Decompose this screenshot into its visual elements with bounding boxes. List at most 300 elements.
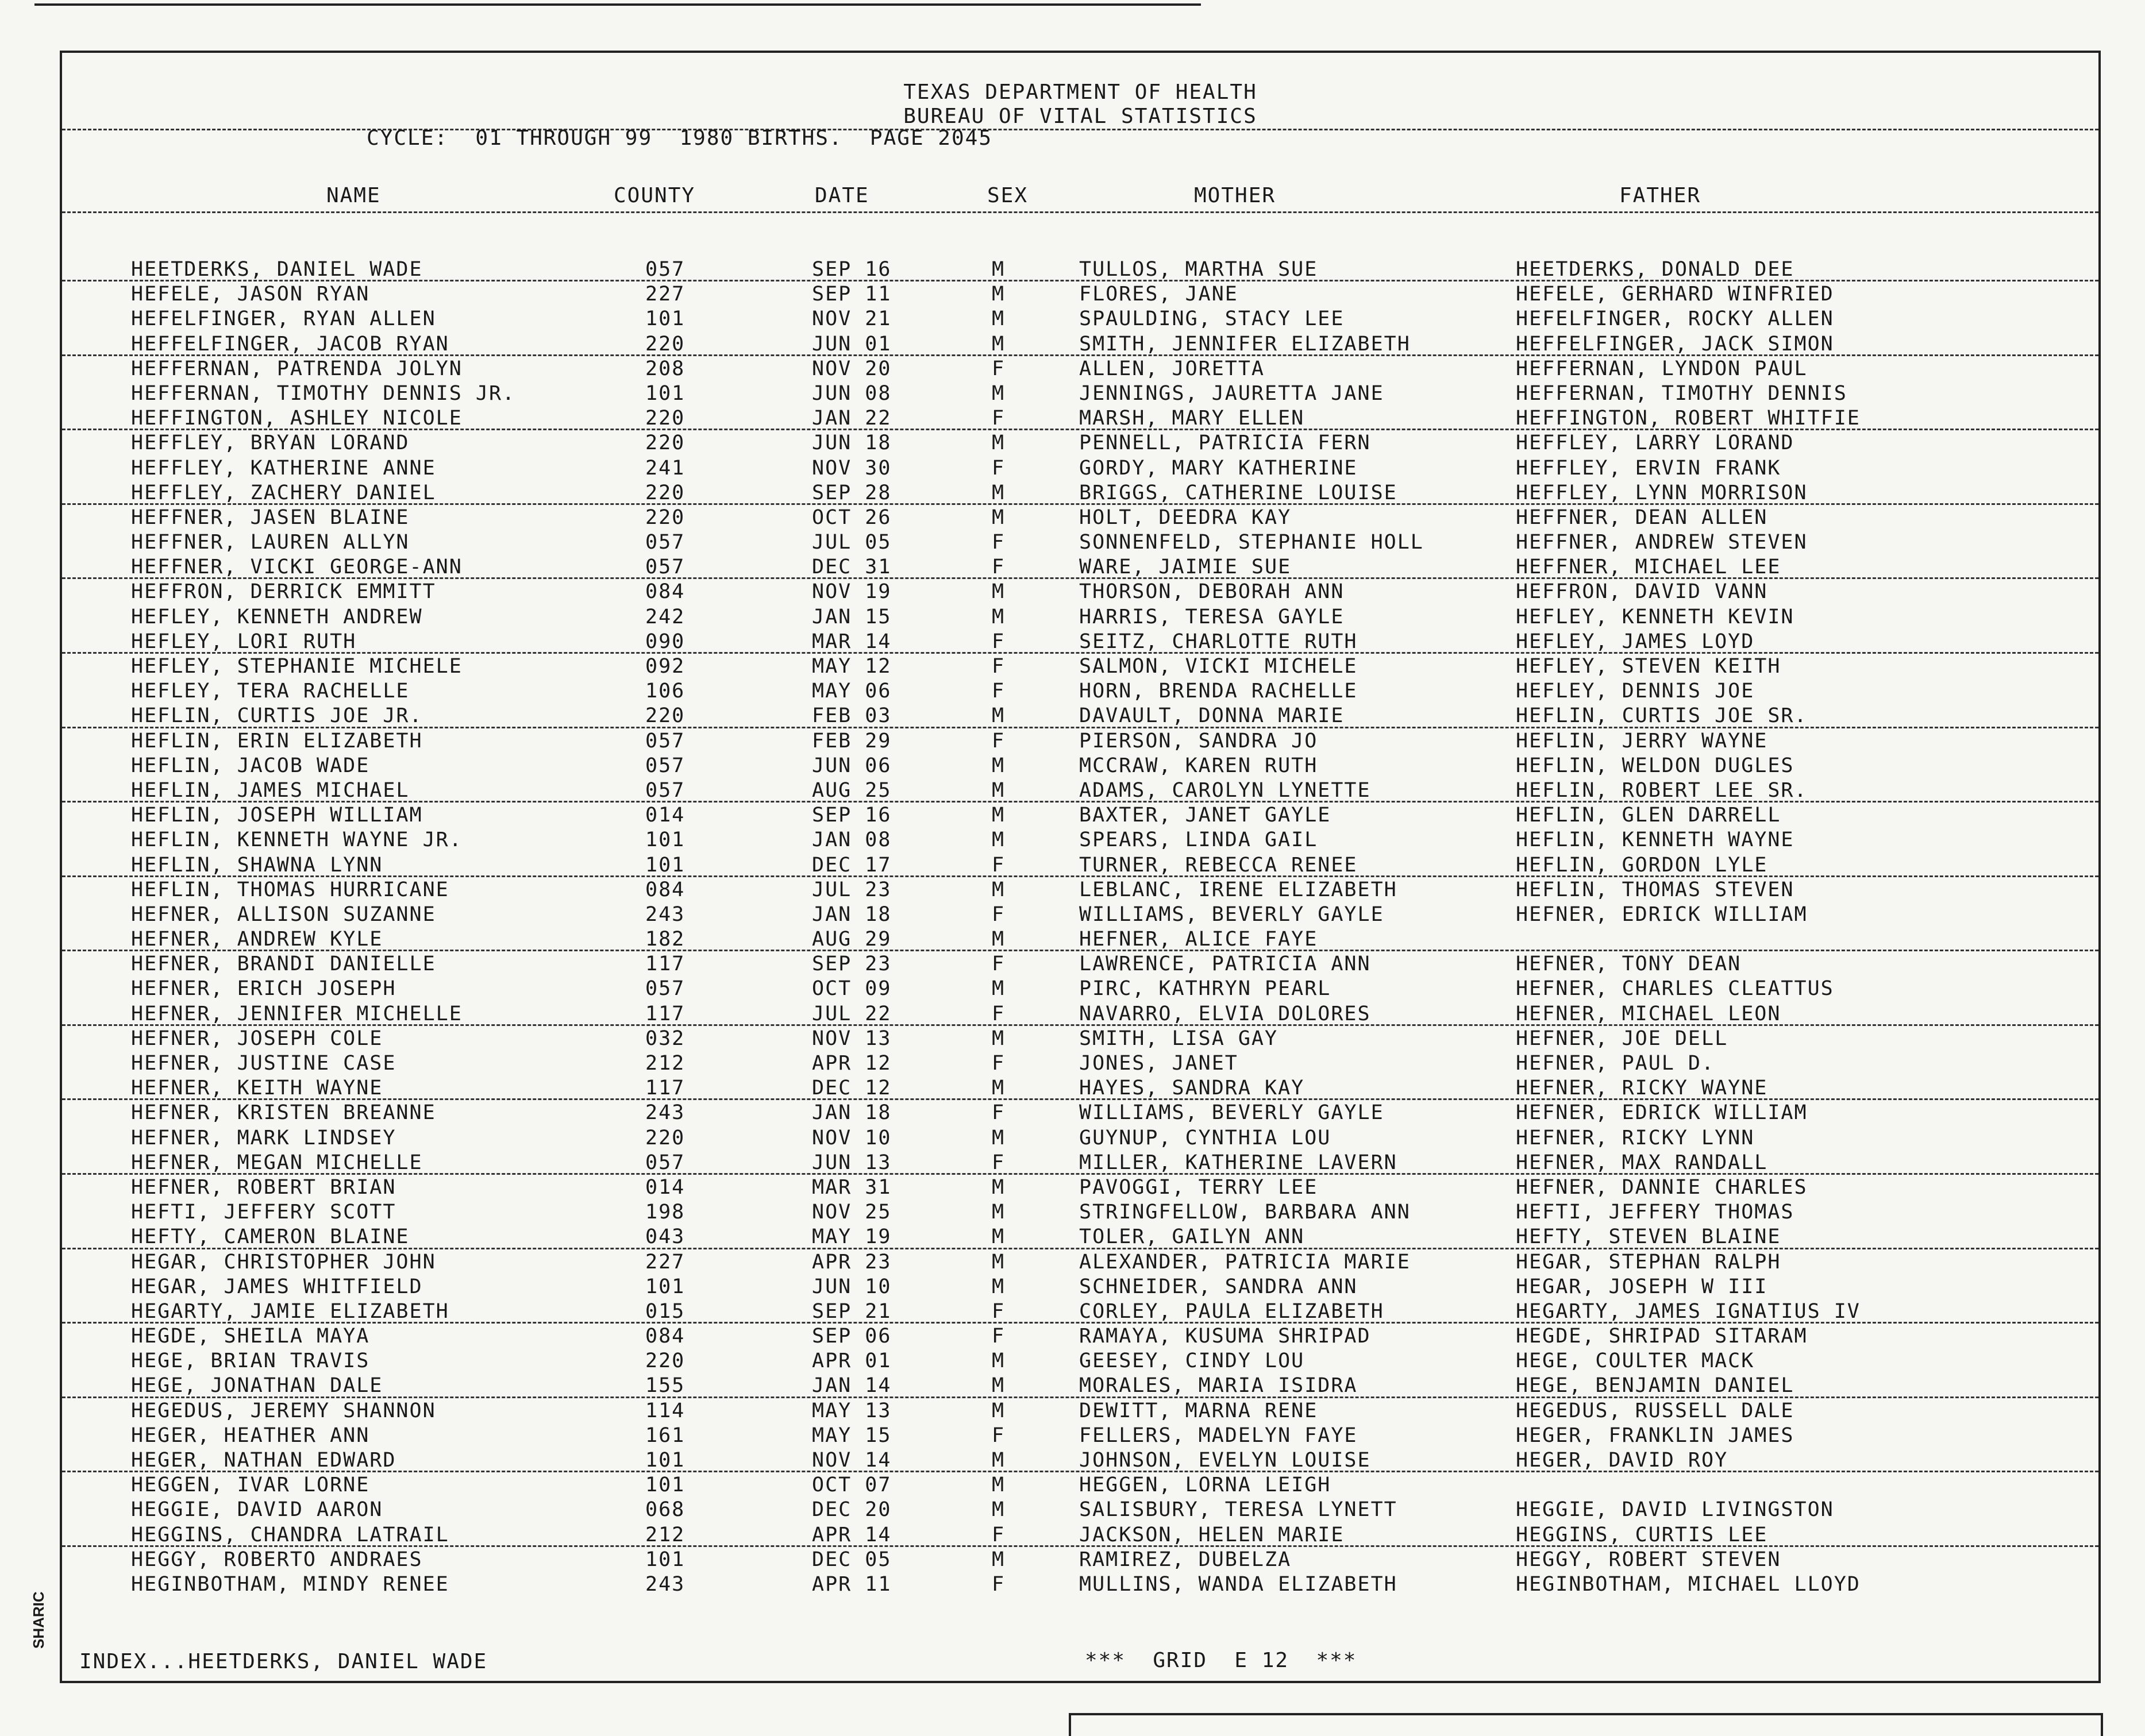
cell-name: HEFELE, JASON RYAN <box>131 283 370 306</box>
cell-date: AUG 25 <box>812 778 892 802</box>
table-row <box>62 530 2098 554</box>
cell-date: NOV 14 <box>812 1449 892 1472</box>
cell-father: HEFELFINGER, ROCKY ALLEN <box>1516 307 1834 331</box>
cell-date: DEC 31 <box>812 555 892 579</box>
cell-mother: STRINGFELLOW, BARBARA ANN <box>1079 1201 1411 1224</box>
cell-mother: SALISBURY, TERESA LYNETT <box>1079 1498 1397 1522</box>
cell-date: NOV 19 <box>812 580 892 604</box>
cell-name: HEFNER, KRISTEN BREANNE <box>131 1101 436 1125</box>
cell-name: HEFFLEY, BRYAN LORAND <box>131 431 410 455</box>
cell-sex: M <box>992 1374 1006 1398</box>
table-row <box>62 579 2098 604</box>
table-row <box>62 356 2098 381</box>
agency-title: TEXAS DEPARTMENT OF HEALTH <box>903 80 1257 104</box>
cell-mother: BRIGGS, CATHERINE LOUISE <box>1079 481 1397 504</box>
cell-sex: F <box>992 952 1006 976</box>
table-row <box>62 927 2098 951</box>
grid-footer: *** GRID E 12 *** <box>1085 1649 1357 1672</box>
cell-date: APR 23 <box>812 1250 892 1274</box>
cell-father: HEGER, DAVID ROY <box>1516 1449 1728 1472</box>
cell-date: SEP 21 <box>812 1299 892 1323</box>
cell-county: 101 <box>645 853 686 877</box>
cell-date: AUG 29 <box>812 928 892 951</box>
cell-county: 220 <box>645 1349 686 1373</box>
cell-date: JUN 13 <box>812 1151 892 1174</box>
cell-name: HEGE, JONATHAN DALE <box>131 1374 383 1398</box>
table-row <box>62 1026 2098 1051</box>
table-row <box>62 1125 2098 1150</box>
cell-mother: WARE, JAIMIE SUE <box>1079 555 1292 579</box>
cell-father: HEFNER, PAUL D. <box>1516 1052 1715 1075</box>
cell-county: 198 <box>645 1201 686 1224</box>
cell-mother: JONES, JANET <box>1079 1052 1238 1075</box>
cell-name: HEFNER, ANDREW KYLE <box>131 928 383 951</box>
table-row <box>62 1547 2098 1572</box>
cell-sex: F <box>992 407 1006 430</box>
column-header-mother: MOTHER <box>1194 184 1276 207</box>
cell-father: HEGE, BENJAMIN DANIEL <box>1516 1374 1794 1398</box>
cell-sex: M <box>992 977 1006 1001</box>
cell-name: HEFNER, JENNIFER MICHELLE <box>131 1002 463 1025</box>
cell-county: 242 <box>645 605 686 628</box>
cell-name: HEFFELFINGER, JACOB RYAN <box>131 332 449 356</box>
cell-county: 014 <box>645 1175 686 1199</box>
cell-sex: M <box>992 1399 1006 1422</box>
cell-name: HEFLEY, LORI RUTH <box>131 630 357 653</box>
cell-father: HEFNER, JOE DELL <box>1516 1027 1728 1050</box>
cell-date: NOV 30 <box>812 456 892 480</box>
table-row <box>62 456 2098 480</box>
cell-name: HEFLEY, TERA RACHELLE <box>131 680 410 703</box>
cell-sex: F <box>992 531 1006 554</box>
column-header-date: DATE <box>815 184 869 207</box>
cell-sex: F <box>992 655 1006 678</box>
cell-date: JUN 08 <box>812 381 892 405</box>
cell-sex: M <box>992 580 1006 604</box>
cell-name: HEFLIN, JACOB WADE <box>131 754 370 777</box>
cell-mother: SPAULDING, STACY LEE <box>1079 307 1345 331</box>
bottom-edge-box <box>1069 1713 2103 1736</box>
cell-name: HEFNER, MEGAN MICHELLE <box>131 1151 423 1174</box>
cell-county: 227 <box>645 1250 686 1274</box>
cell-date: MAY 06 <box>812 680 892 703</box>
cell-county: 057 <box>645 977 686 1001</box>
table-row <box>62 1572 2098 1596</box>
cell-father: HEFFNER, DEAN ALLEN <box>1516 506 1768 529</box>
cell-date: NOV 13 <box>812 1027 892 1050</box>
cell-sex: F <box>992 1325 1006 1348</box>
cell-county: 084 <box>645 878 686 901</box>
cell-name: HEETDERKS, DANIEL WADE <box>131 258 423 281</box>
cell-date: JAN 08 <box>812 828 892 852</box>
cell-name: HEFNER, JOSEPH COLE <box>131 1027 383 1050</box>
cell-mother: CORLEY, PAULA ELIZABETH <box>1079 1299 1384 1323</box>
cell-date: MAY 19 <box>812 1225 892 1249</box>
column-header-name: NAME <box>326 184 381 207</box>
cell-name: HEFLIN, THOMAS HURRICANE <box>131 878 449 901</box>
table-row <box>62 1075 2098 1100</box>
cell-date: JAN 15 <box>812 605 892 628</box>
records-list <box>62 257 2098 1596</box>
cell-father: HEETDERKS, DONALD DEE <box>1516 258 1794 281</box>
cell-date: FEB 29 <box>812 729 892 753</box>
cell-father: HEFFLEY, ERVIN FRANK <box>1516 456 1781 480</box>
cell-county: 101 <box>645 1449 686 1472</box>
table-row <box>62 1348 2098 1373</box>
cell-father: HEFELE, GERHARD WINFRIED <box>1516 283 1834 306</box>
cell-father: HEFLIN, THOMAS STEVEN <box>1516 878 1794 901</box>
cell-mother: PAVOGGI, TERRY LEE <box>1079 1175 1318 1199</box>
cell-county: 043 <box>645 1225 686 1249</box>
table-row <box>62 827 2098 852</box>
cell-father: HEFLIN, GORDON LYLE <box>1516 853 1768 877</box>
cell-county: 155 <box>645 1374 686 1398</box>
table-row <box>62 1299 2098 1324</box>
table-row <box>62 281 2098 306</box>
table-row <box>62 902 2098 927</box>
table-row <box>62 1522 2098 1547</box>
cell-mother: TOLER, GAILYN ANN <box>1079 1225 1305 1249</box>
cell-sex: M <box>992 283 1006 306</box>
cell-county: 106 <box>645 680 686 703</box>
cell-county: 220 <box>645 1126 686 1149</box>
cell-date: JAN 18 <box>812 902 892 926</box>
cell-sex: M <box>992 1548 1006 1571</box>
cell-county: 117 <box>645 1077 686 1100</box>
cell-sex: F <box>992 456 1006 480</box>
table-row <box>62 629 2098 654</box>
cell-father: HEGGIE, DAVID LIVINGSTON <box>1516 1498 1834 1522</box>
cell-name: HEFLEY, KENNETH ANDREW <box>131 605 423 628</box>
cell-name: HEFLIN, SHAWNA LYNN <box>131 853 383 877</box>
table-row <box>62 1423 2098 1448</box>
cell-date: JUN 18 <box>812 431 892 455</box>
cell-father: HEFLIN, JERRY WAYNE <box>1516 729 1768 753</box>
cell-name: HEFNER, ERICH JOSEPH <box>131 977 396 1001</box>
cell-name: HEFLIN, ERIN ELIZABETH <box>131 729 423 753</box>
cell-name: HEFLIN, JOSEPH WILLIAM <box>131 804 423 827</box>
cell-county: 084 <box>645 1325 686 1348</box>
cell-sex: M <box>992 605 1006 628</box>
cell-mother: DEWITT, MARNA RENE <box>1079 1399 1318 1422</box>
cell-name: HEFNER, KEITH WAYNE <box>131 1077 383 1100</box>
cell-mother: SONNENFELD, STEPHANIE HOLL <box>1079 531 1424 554</box>
cell-mother: ADAMS, CAROLYN LYNETTE <box>1079 778 1371 802</box>
cell-sex: M <box>992 1126 1006 1149</box>
cell-father: HEFLIN, ROBERT LEE SR. <box>1516 778 1808 802</box>
cell-county: 101 <box>645 307 686 331</box>
cell-date: JUN 06 <box>812 754 892 777</box>
cell-mother: FELLERS, MADELYN FAYE <box>1079 1423 1358 1447</box>
cell-father: HEFNER, EDRICK WILLIAM <box>1516 1101 1808 1125</box>
column-header-county: COUNTY <box>614 184 696 207</box>
cell-father: HEFFNER, MICHAEL LEE <box>1516 555 1781 579</box>
cell-father: HEFNER, CHARLES CLEATTUS <box>1516 977 1834 1001</box>
cell-mother: BAXTER, JANET GAYLE <box>1079 804 1331 827</box>
side-mark: SHARIC <box>30 1591 47 1649</box>
cell-father: HEFFERNAN, TIMOTHY DENNIS <box>1516 381 1847 405</box>
table-row <box>62 976 2098 1001</box>
cell-date: JUL 05 <box>812 531 892 554</box>
cell-mother: HEFNER, ALICE FAYE <box>1079 928 1318 951</box>
cell-sex: M <box>992 1250 1006 1274</box>
top-edge-line <box>34 0 1197 6</box>
cell-date: NOV 25 <box>812 1201 892 1224</box>
cell-father: HEFLEY, DENNIS JOE <box>1516 680 1755 703</box>
table-row <box>62 1150 2098 1175</box>
cell-mother: SCHNEIDER, SANDRA ANN <box>1079 1275 1358 1298</box>
cell-mother: GUYNUP, CYNTHIA LOU <box>1079 1126 1331 1149</box>
cell-father: HEFFLEY, LARRY LORAND <box>1516 431 1794 455</box>
cell-sex: M <box>992 481 1006 504</box>
cell-county: 057 <box>645 778 686 802</box>
cell-date: DEC 20 <box>812 1498 892 1522</box>
cell-name: HEGGY, ROBERTO ANDRAES <box>131 1548 423 1571</box>
cell-county: 220 <box>645 407 686 430</box>
cell-sex: F <box>992 357 1006 380</box>
cell-sex: M <box>992 878 1006 901</box>
cell-name: HEFFERNAN, PATRENDA JOLYN <box>131 357 463 380</box>
cell-father: HEFNER, TONY DEAN <box>1516 952 1742 976</box>
cell-date: MAY 12 <box>812 655 892 678</box>
cell-name: HEGARTY, JAMIE ELIZABETH <box>131 1299 449 1323</box>
cell-father: HEFNER, MICHAEL LEON <box>1516 1002 1781 1025</box>
cell-father: HEFFINGTON, ROBERT WHITFIE <box>1516 407 1861 430</box>
cell-date: APR 01 <box>812 1349 892 1373</box>
cell-date: SEP 06 <box>812 1325 892 1348</box>
cell-county: 014 <box>645 804 686 827</box>
cell-sex: M <box>992 804 1006 827</box>
cell-mother: TURNER, REBECCA RENEE <box>1079 853 1358 877</box>
cell-father: HEGER, FRANKLIN JAMES <box>1516 1423 1794 1447</box>
cell-name: HEGGEN, IVAR LORNE <box>131 1473 370 1497</box>
cell-date: APR 12 <box>812 1052 892 1075</box>
cell-sex: M <box>992 1498 1006 1522</box>
cell-name: HEFNER, BRANDI DANIELLE <box>131 952 436 976</box>
cell-father: HEFTI, JEFFERY THOMAS <box>1516 1201 1794 1224</box>
cell-county: 101 <box>645 1275 686 1298</box>
table-row <box>62 331 2098 356</box>
cycle-line: CYCLE: 01 THROUGH 99 1980 BIRTHS. PAGE 2045 <box>367 126 992 150</box>
table-row <box>62 703 2098 728</box>
cell-sex: M <box>992 754 1006 777</box>
cell-name: HEGAR, CHRISTOPHER JOHN <box>131 1250 436 1274</box>
top-edge-stub <box>1149 0 1201 6</box>
cell-name: HEFLIN, CURTIS JOE JR. <box>131 704 423 728</box>
cell-sex: F <box>992 630 1006 653</box>
cell-sex: M <box>992 828 1006 852</box>
cell-sex: F <box>992 1151 1006 1174</box>
cell-name: HEFFLEY, ZACHERY DANIEL <box>131 481 436 504</box>
cell-mother: LEBLANC, IRENE ELIZABETH <box>1079 878 1397 901</box>
cell-date: NOV 10 <box>812 1126 892 1149</box>
table-row <box>62 654 2098 678</box>
table-row <box>62 257 2098 281</box>
cell-county: 117 <box>645 1002 686 1025</box>
cell-sex: M <box>992 1449 1006 1472</box>
cell-mother: WILLIAMS, BEVERLY GAYLE <box>1079 902 1384 926</box>
cell-father: HEFLEY, STEVEN KEITH <box>1516 655 1781 678</box>
cell-name: HEFNER, ROBERT BRIAN <box>131 1175 396 1199</box>
cell-mother: MULLINS, WANDA ELIZABETH <box>1079 1572 1397 1596</box>
cell-date: MAR 31 <box>812 1175 892 1199</box>
cell-mother: WILLIAMS, BEVERLY GAYLE <box>1079 1101 1384 1125</box>
cell-mother: PIERSON, SANDRA JO <box>1079 729 1318 753</box>
cell-sex: M <box>992 1077 1006 1100</box>
cell-mother: JOHNSON, EVELYN LOUISE <box>1079 1449 1371 1472</box>
cell-county: 068 <box>645 1498 686 1522</box>
cell-name: HEFLEY, STEPHANIE MICHELE <box>131 655 463 678</box>
cell-county: 084 <box>645 580 686 604</box>
table-row <box>62 778 2098 803</box>
cell-date: DEC 05 <box>812 1548 892 1571</box>
cell-date: DEC 17 <box>812 853 892 877</box>
cell-sex: M <box>992 1175 1006 1199</box>
cell-father: HEGGY, ROBERT STEVEN <box>1516 1548 1781 1571</box>
cell-father: HEFNER, EDRICK WILLIAM <box>1516 902 1808 926</box>
cell-mother: HOLT, DEEDRA KAY <box>1079 506 1292 529</box>
cell-father: HEFLEY, JAMES LOYD <box>1516 630 1755 653</box>
cell-county: 057 <box>645 531 686 554</box>
table-row <box>62 505 2098 530</box>
cell-mother: HORN, BRENDA RACHELLE <box>1079 680 1358 703</box>
cell-mother: PENNELL, PATRICIA FERN <box>1079 431 1371 455</box>
cell-sex: M <box>992 778 1006 802</box>
cell-mother: GORDY, MARY KATHERINE <box>1079 456 1358 480</box>
cell-county: 101 <box>645 828 686 852</box>
cell-father: HEFTY, STEVEN BLAINE <box>1516 1225 1781 1249</box>
cell-sex: M <box>992 704 1006 728</box>
column-header-sex: SEX <box>987 184 1029 207</box>
cell-mother: DAVAULT, DONNA MARIE <box>1079 704 1345 728</box>
cell-mother: LAWRENCE, PATRICIA ANN <box>1079 952 1371 976</box>
cell-county: 161 <box>645 1423 686 1447</box>
cell-father: HEFLEY, KENNETH KEVIN <box>1516 605 1794 628</box>
cell-date: OCT 09 <box>812 977 892 1001</box>
cell-mother: HARRIS, TERESA GAYLE <box>1079 605 1345 628</box>
cell-mother: JENNINGS, JAURETTA JANE <box>1079 381 1384 405</box>
cell-name: HEGDE, SHEILA MAYA <box>131 1325 370 1348</box>
table-row <box>62 678 2098 703</box>
cell-father: HEGEDUS, RUSSELL DALE <box>1516 1399 1794 1422</box>
cell-name: HEFFNER, VICKI GEORGE-ANN <box>131 555 463 579</box>
table-row <box>62 1398 2098 1423</box>
cell-date: NOV 20 <box>812 357 892 380</box>
cell-father: HEFNER, MAX RANDALL <box>1516 1151 1768 1174</box>
cell-mother: HAYES, SANDRA KAY <box>1079 1077 1305 1100</box>
cell-county: 057 <box>645 754 686 777</box>
cell-county: 182 <box>645 928 686 951</box>
table-row <box>62 1199 2098 1224</box>
index-footer: INDEX...HEETDERKS, DANIEL WADE <box>79 1650 488 1673</box>
cell-sex: F <box>992 1052 1006 1075</box>
table-row <box>62 1497 2098 1522</box>
table-row <box>62 877 2098 902</box>
cell-sex: F <box>992 1299 1006 1323</box>
table-row <box>62 1100 2098 1125</box>
cell-name: HEFFNER, LAUREN ALLYN <box>131 531 410 554</box>
cell-sex: F <box>992 1572 1006 1596</box>
cell-name: HEFTI, JEFFERY SCOTT <box>131 1201 396 1224</box>
cell-sex: F <box>992 1002 1006 1025</box>
table-row <box>62 430 2098 455</box>
cell-name: HEGE, BRIAN TRAVIS <box>131 1349 370 1373</box>
table-row <box>62 1448 2098 1472</box>
cell-father: HEFFELFINGER, JACK SIMON <box>1516 332 1834 356</box>
table-row <box>62 753 2098 778</box>
cell-sex: F <box>992 853 1006 877</box>
cell-mother: RAMAYA, KUSUMA SHRIPAD <box>1079 1325 1371 1348</box>
cell-date: FEB 03 <box>812 704 892 728</box>
table-row <box>62 480 2098 505</box>
cell-father: HEFLIN, CURTIS JOE SR. <box>1516 704 1808 728</box>
cell-county: 212 <box>645 1052 686 1075</box>
cell-sex: M <box>992 1201 1006 1224</box>
cell-father: HEFFNER, ANDREW STEVEN <box>1516 531 1808 554</box>
cell-name: HEGER, HEATHER ANN <box>131 1423 370 1447</box>
cell-father: HEFFRON, DAVID VANN <box>1516 580 1768 604</box>
table-row <box>62 306 2098 331</box>
cell-mother: ALEXANDER, PATRICIA MARIE <box>1079 1250 1411 1274</box>
cell-county: 227 <box>645 283 686 306</box>
cell-sex: M <box>992 506 1006 529</box>
cell-date: SEP 11 <box>812 283 892 306</box>
cell-county: 092 <box>645 655 686 678</box>
cell-county: 032 <box>645 1027 686 1050</box>
cell-name: HEFFNER, JASEN BLAINE <box>131 506 410 529</box>
cell-name: HEFLIN, JAMES MICHAEL <box>131 778 410 802</box>
cell-mother: SALMON, VICKI MICHELE <box>1079 655 1358 678</box>
cell-sex: M <box>992 1027 1006 1050</box>
cell-name: HEFNER, JUSTINE CASE <box>131 1052 396 1075</box>
cell-county: 114 <box>645 1399 686 1422</box>
cell-mother: NAVARRO, ELVIA DOLORES <box>1079 1002 1371 1025</box>
cell-date: DEC 12 <box>812 1077 892 1100</box>
cell-father: HEFFLEY, LYNN MORRISON <box>1516 481 1808 504</box>
cell-mother: MARSH, MARY ELLEN <box>1079 407 1305 430</box>
cell-father: HEFNER, DANNIE CHARLES <box>1516 1175 1808 1199</box>
cell-sex: M <box>992 1473 1006 1497</box>
table-row <box>62 554 2098 579</box>
cell-date: JUN 01 <box>812 332 892 356</box>
cell-county: 057 <box>645 555 686 579</box>
cell-date: SEP 16 <box>812 258 892 281</box>
cell-mother: GEESEY, CINDY LOU <box>1079 1349 1305 1373</box>
cell-father: HEFLIN, KENNETH WAYNE <box>1516 828 1794 852</box>
cell-date: JAN 18 <box>812 1101 892 1125</box>
cell-date: APR 14 <box>812 1523 892 1546</box>
cell-county: 220 <box>645 332 686 356</box>
cell-county: 101 <box>645 381 686 405</box>
cell-mother: FLORES, JANE <box>1079 283 1238 306</box>
cell-sex: M <box>992 1349 1006 1373</box>
cell-mother: MCCRAW, KAREN RUTH <box>1079 754 1318 777</box>
cell-sex: F <box>992 680 1006 703</box>
cell-county: 212 <box>645 1523 686 1546</box>
cell-father: HEGGINS, CURTIS LEE <box>1516 1523 1768 1546</box>
table-row <box>62 1274 2098 1299</box>
cell-name: HEFFERNAN, TIMOTHY DENNIS JR. <box>131 381 516 405</box>
cell-name: HEFFRON, DERRICK EMMITT <box>131 580 436 604</box>
cell-name: HEGINBOTHAM, MINDY RENEE <box>131 1572 449 1596</box>
cell-date: OCT 07 <box>812 1473 892 1497</box>
table-row <box>62 1472 2098 1497</box>
cell-sex: M <box>992 307 1006 331</box>
cell-name: HEGEDUS, JEREMY SHANNON <box>131 1399 436 1422</box>
cell-mother: HEGGEN, LORNA LEIGH <box>1079 1473 1331 1497</box>
cell-mother: SEITZ, CHARLOTTE RUTH <box>1079 630 1358 653</box>
cell-mother: PIRC, KATHRYN PEARL <box>1079 977 1331 1001</box>
